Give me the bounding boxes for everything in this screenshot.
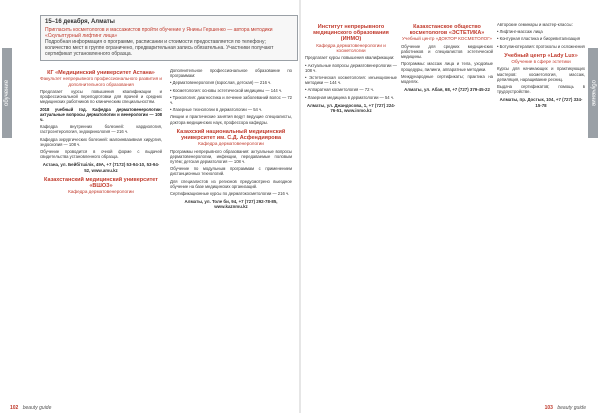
paragraph: 2018 учебный год. Кафедра дерматовенерологии: актуальные вопросы дерматологии и венерологии — 108 ч.: [40, 106, 162, 123]
brand-name: beauty guide: [557, 405, 586, 411]
left-side-tab: обучение: [2, 48, 12, 138]
org-subtitle: Кафедра дерматовенерологии и косметологии: [316, 42, 386, 54]
org-address: Алматы, ул. Толе би, 94, +7 (727) 292-78-85, www.kaznmu.kz: [184, 199, 278, 210]
org-address: Астана, ул. Бейбітшілік, 49А, +7 (7172) 53-94-10, 53-94-52, www.amu.kz: [42, 162, 160, 173]
paragraph: • Контурная пластика и биоревитализация: [497, 36, 580, 42]
org-address: Алматы, ул. Джандосова, 1, +7 (727) 224-76-51, www.inmo.kz: [306, 102, 396, 114]
paragraph: Кафедра хирургических болезней: малоинвазивная хирургия, эндоскопия — 108 ч.: [40, 136, 162, 147]
event-text: Подробная информация о программе, расписании и стоимости предоставляется по телефону; количество мест в группе ограничено, предварительная запись обязательна. Участники получают сертификат установленного образца.: [45, 39, 274, 57]
event-date: 15–16 декабря, Алматы: [45, 19, 115, 25]
org-title: Учебный центр «Lady Lux»: [504, 52, 578, 59]
paragraph: Дополнительное профессиональное образование по программам:: [170, 68, 292, 79]
paragraph: Курсы для начинающих и практикующих мастеров: косметология, массаж, депиляция, наращивание ресниц.: [497, 66, 585, 82]
paragraph: Предлагает курсы повышения квалификации:: [305, 55, 395, 61]
paragraph: • Лифтинг-массаж лица: [497, 29, 543, 35]
paragraph: Выдача сертификатов; помощь в трудоустройстве.: [497, 84, 585, 95]
paragraph: • Эстетическая косметология: инъекционные методики — 144 ч.: [305, 75, 397, 86]
right-page: [301, 0, 600, 413]
org-subtitle: Учебный центр «ДОКТОР КОСМЕТОЛОГ»: [402, 36, 492, 42]
paragraph: • Трихология: диагностика и лечение заболеваний волос — 72 ч.: [170, 94, 292, 106]
paragraph: Международные сертификаты; практика на моделях.: [401, 73, 493, 85]
right-footer: [545, 405, 586, 411]
org-subtitle: Обучение в сфере эстетики: [511, 59, 571, 65]
paragraph: Предлагает курсы повышения квалификации и профессиональной переподготовки для врачей и средних медицинских работников по клиническим специальностям.: [40, 89, 162, 105]
paragraph: Для специалистов из регионов предусмотрено выездное обучение на базе медицинских организаций.: [170, 178, 292, 189]
org-title: Казахстанский медицинский университет «ВШОЗ»: [44, 176, 158, 190]
paragraph: Сертификационные курсы по дерматокосметологии — 216 ч.: [170, 191, 290, 197]
paragraph: • Актуальные вопросы дерматовенерологии — 108 ч.: [305, 62, 397, 73]
org-address: Алматы, пр. Достык, 104, +7 (727) 334-15-78: [499, 97, 583, 108]
paragraph: • Аппаратная косметология — 72 ч.: [305, 87, 374, 93]
right-column-2: [401, 20, 493, 92]
paragraph: Обучение проводится в очной форме с выдачей свидетельства установленного образца.: [40, 149, 162, 160]
left-page: [0, 0, 299, 413]
left-column-1: [40, 66, 162, 195]
page-number: 103: [544, 405, 553, 411]
paragraph: • Лазерная медицина в дерматологии — 54 ч.: [305, 94, 395, 100]
org-title: Казахский национальный медицинский университет им. С.Д. Асфендиярова: [176, 128, 286, 142]
org-subtitle: Кафедра дерматовенерологии: [198, 141, 264, 147]
paragraph: • Дерматовенерология (взрослая, детская) — 216 ч.: [170, 80, 272, 86]
paragraph: • Косметология: основы эстетической медицины — 144 ч.: [170, 87, 283, 93]
right-side-tab: обучение: [588, 48, 598, 138]
brand-name: beauty guide: [22, 405, 52, 411]
paragraph: Обучение по модульным программам с применением дистанционных технологий.: [170, 166, 292, 177]
org-title: Казахстанское общество косметологов «ЭСТЕТИКА»: [409, 24, 485, 37]
paragraph: • Ботулинотерапия: протоколы и осложнения: [497, 43, 585, 49]
paragraph: Обучение для средних медицинских работников и специалистов эстетической медицины.: [401, 43, 493, 60]
right-column-1: [305, 20, 397, 113]
paragraph: Лекции и практические занятия ведут ведущие специалисты, доктора медицинских наук, профессора кафедры.: [170, 114, 292, 125]
event-banner: [40, 15, 298, 61]
paragraph: • Лазерные технологии в дерматологии — 54 ч.: [170, 107, 263, 113]
page-number: 102: [10, 405, 19, 411]
org-address: Алматы, ул. Абая, 68, +7 (727) 379-45-22: [404, 87, 490, 93]
org-subtitle: Кафедра дерматовенерологии: [68, 189, 134, 195]
event-headline: Пригласить косметологов и массажистов пройти обучение у Янины Гершенко — автора методики «Скульптурный лифтинг лица»: [45, 27, 273, 39]
org-title: Институт непрерывного медицинского образования (ИНМО): [313, 24, 389, 43]
left-footer: [10, 405, 51, 411]
right-column-3: [497, 20, 585, 108]
paragraph: Кафедра внутренних болезней: кардиология, гастроэнтерология, эндокринология — 216 ч.: [40, 124, 162, 135]
org-subtitle: Факультет непрерывного профессионального развития и дополнительного образования: [40, 76, 162, 87]
paragraph: Авторские семинары и мастер-классы:: [497, 22, 573, 27]
paragraph: Программы: массаж лица и тела, уходовые процедуры, пилинги, аппаратные методики.: [401, 61, 493, 72]
paragraph: Программы непрерывного образования: актуальные вопросы дерматовенерологии, инфекции, передаваемые половым путём; детская дерматология — 108 ч.: [170, 148, 292, 165]
org-title: КГ «Медицинский университет Астана»: [47, 70, 155, 76]
left-column-2: [170, 66, 292, 210]
